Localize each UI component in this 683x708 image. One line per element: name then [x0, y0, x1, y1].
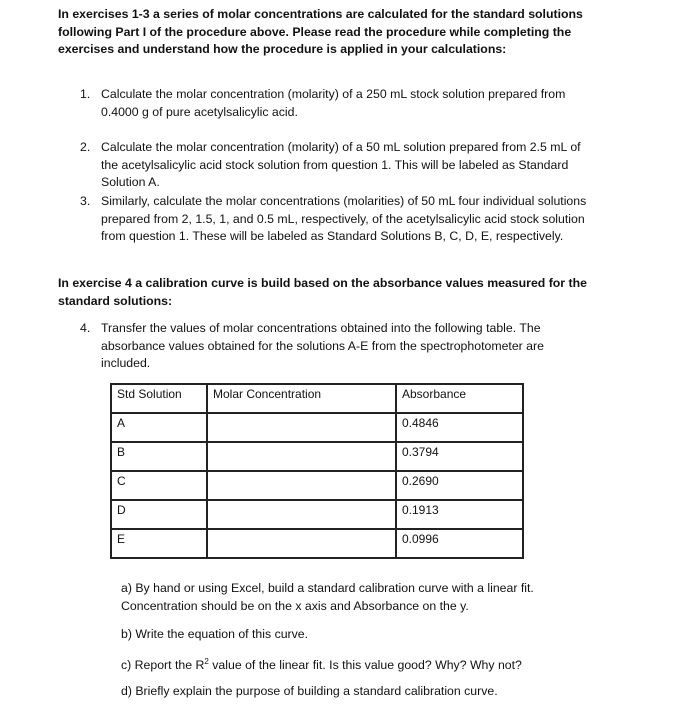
cell: 0.1913	[396, 500, 523, 529]
question-c-text-rest: value of the linear fit. Is this value good? Why? Why not?	[208, 658, 522, 673]
item-text: Transfer the values of molar concentrations obtained into the following table. The absorbance values obtained for the solutions A-E from the spectrophotometer are included.	[101, 321, 544, 370]
table-row	[111, 442, 523, 471]
cell: E	[111, 529, 207, 558]
data-table	[110, 383, 524, 559]
item-number: 3.	[80, 194, 91, 208]
section-paragraph: In exercise 4 a calibration curve is build based on the absorbance values measured for the standard solutions:	[58, 276, 587, 308]
header-cell: Std Solution	[111, 384, 207, 413]
header-cell: Absorbance	[396, 384, 523, 413]
item-number: 1.	[80, 87, 91, 101]
cell	[207, 529, 396, 558]
table-row	[111, 529, 523, 558]
cell	[207, 500, 396, 529]
superscript: 2	[204, 657, 209, 666]
intro-paragraph: In exercises 1-3 a series of molar concentrations are calculated for the standard solutions following Part I of the procedure above. Please read the procedure while completing the exercises and understand how the procedure is applied in your calculations:	[58, 7, 583, 56]
item-number: 2.	[80, 140, 91, 154]
question-c	[121, 653, 601, 674]
cell	[207, 442, 396, 471]
cell: D	[111, 500, 207, 529]
item-text: Calculate the molar concentration (molarity) of a 50 mL solution prepared from 2.5 mL of the acetylsalicylic acid stock solution from question 1. This will be labeled as Standard Solution A.	[101, 140, 581, 189]
cell: 0.2690	[396, 471, 523, 500]
cell: C	[111, 471, 207, 500]
table-row	[111, 500, 523, 529]
item-text: Calculate the molar concentration (molarity) of a 250 mL stock solution prepared from 0.4000 g of pure acetylsalicylic acid.	[101, 87, 566, 119]
cell: 0.3794	[396, 442, 523, 471]
cell: 0.0996	[396, 529, 523, 558]
item-text: Similarly, calculate the molar concentrations (molarities) of 50 mL four individual solutions prepared from 2, 1.5, 1, and 0.5 mL, respectively, of the acetylsalicylic acid stock solution from question 1. These will be labeled as Standard Solutions B, C, D, E, respectively.	[101, 194, 587, 243]
table-header-row	[111, 384, 523, 413]
cell: 0.4846	[396, 413, 523, 442]
table-row	[111, 471, 523, 500]
cell	[207, 413, 396, 442]
question-c-text: c) Report the R	[121, 658, 205, 673]
cell	[207, 471, 396, 500]
table-row	[111, 413, 523, 442]
question-d: d) Briefly explain the purpose of building a standard calibration curve.	[121, 684, 498, 698]
question-b: b) Write the equation of this curve.	[121, 627, 309, 641]
cell: B	[111, 442, 207, 471]
cell: A	[111, 413, 207, 442]
item-number: 4.	[80, 321, 91, 335]
question-a: a) By hand or using Excel, build a standard calibration curve with a linear fit. Concentration should be on the x axis and Absorbance on the y.	[121, 581, 534, 613]
header-cell: Molar Concentration	[207, 384, 396, 413]
